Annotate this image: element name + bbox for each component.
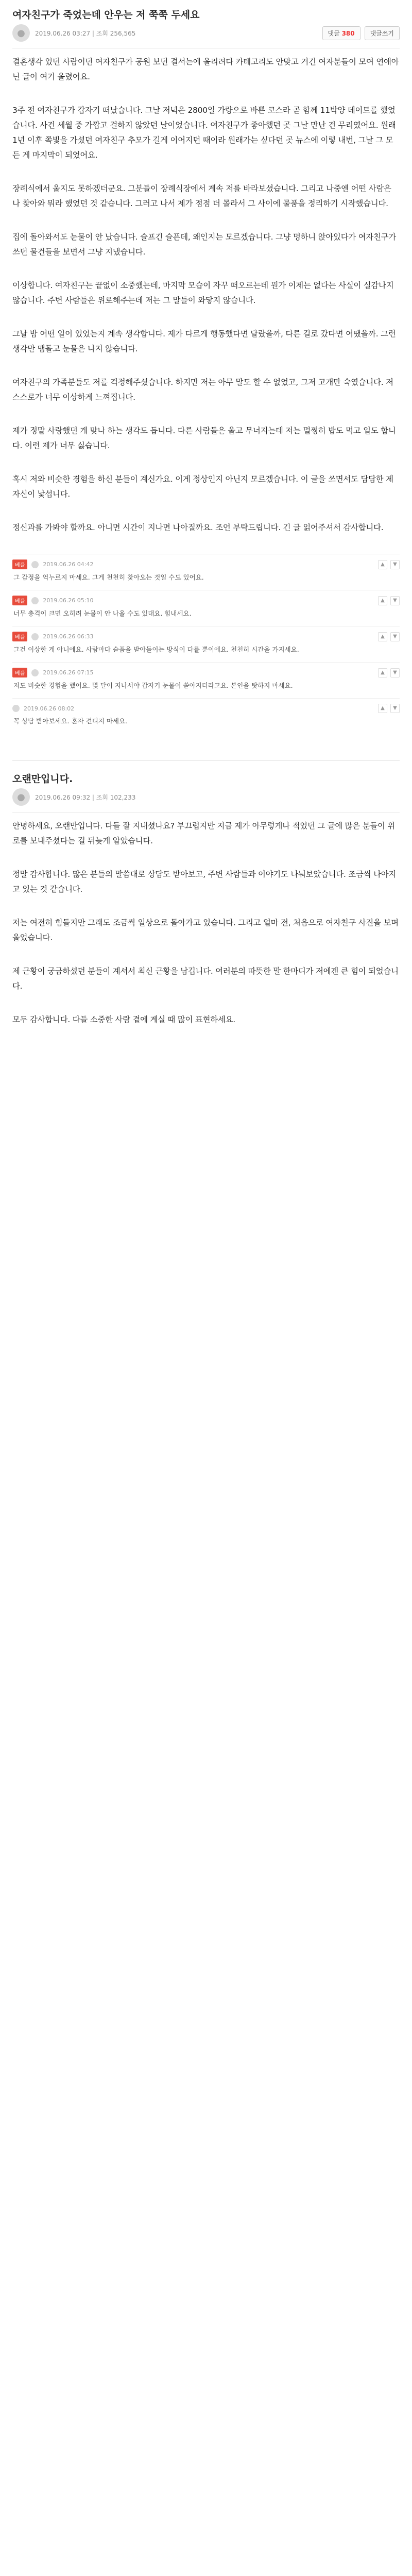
best-badge: 베플 (12, 560, 27, 569)
comment-meta: 2019.06.26 06:33 (43, 633, 94, 640)
comment-text: 그건 이상한 게 아니에요. 사람마다 슬픔을 받아들이는 방식이 다를 뿐이에요. 천천히 시간을 가지세요. (13, 646, 299, 653)
paragraph: 집에 돌아와서도 눈물이 안 났습니다. 슬프긴 슬픈데, 왜인지는 모르겠습니다. 그냥 멍하니 앉아있다가 여자친구가 쓰던 물건들을 보면서 그냥 지냈습니다. (12, 232, 397, 257)
comments-section (12, 554, 400, 734)
avatar (31, 669, 39, 676)
comment-item (12, 626, 400, 662)
like-icon[interactable]: ▲ (378, 560, 387, 569)
avatar[interactable] (12, 788, 30, 806)
spacer (12, 734, 400, 754)
avatar[interactable] (12, 24, 30, 42)
like-icon[interactable]: ▲ (378, 668, 387, 677)
paragraph: 모두 감사합니다. 다들 소중한 사람 곁에 계실 때 많이 표현하세요. (12, 1015, 235, 1024)
dislike-icon[interactable]: ▼ (390, 596, 400, 605)
write-comment-button[interactable]: 댓글쓰기 (365, 26, 400, 40)
comment-item (12, 590, 400, 626)
dislike-icon[interactable]: ▼ (390, 560, 400, 569)
post-title: 오랜만입니다. (12, 773, 73, 785)
user-icon: ● (17, 27, 25, 39)
second-post (12, 771, 400, 1027)
comment-text: 꼭 상담 받아보세요. 혼자 견디지 마세요. (13, 717, 128, 725)
divider (12, 760, 400, 761)
comment-label: 댓글 (328, 29, 340, 37)
comment-text: 너무 충격이 크면 오히려 눈물이 안 나올 수도 있대요. 힘내세요. (13, 609, 192, 617)
comment-item (12, 662, 400, 698)
dislike-icon[interactable]: ▼ (390, 668, 400, 677)
best-badge: 베플 (12, 668, 27, 677)
comment-meta: 2019.06.26 07:15 (43, 669, 94, 676)
avatar (31, 597, 39, 604)
comment-meta: 2019.06.26 08:02 (24, 705, 75, 712)
paragraph: 이상합니다. 여자친구는 끝없이 소중했는데, 마지막 모습이 자꾸 떠오르는데 뭔가 이제는 없다는 사실이 실감나지 않습니다. 주변 사람들은 위로해주는데 저는 그 말들이 와닿지 않습니다. (12, 281, 394, 305)
paragraph: 제가 정말 사랑했던 게 맞나 하는 생각도 듭니다. 다른 사람들은 울고 무너지는데 저는 멀쩡히 밥도 먹고 일도 합니다. 이런 제가 너무 싫습니다. (12, 426, 396, 450)
post-header (12, 7, 400, 42)
avatar (31, 633, 39, 640)
dislike-icon[interactable]: ▼ (390, 704, 400, 713)
post-meta (12, 788, 400, 806)
paragraph: 결혼생각 있던 사람이던 여자친구가 공원 보던 결서는에 올리려다 카테고리도 안맞고 거긴 여자분들이 모여 연애아닌 글이 여기 올렸어요. (12, 57, 399, 81)
post-title: 여자친구가 죽었는데 안우는 저 쭉쭉 두세요 (12, 9, 200, 21)
comment-item (12, 554, 400, 590)
paragraph: 제 근황이 궁금하셨던 분들이 계셔서 최신 근황을 남깁니다. 여러분의 따뜻한 말 한마디가 저에겐 큰 힘이 되었습니다. (12, 967, 399, 991)
comment-meta: 2019.06.26 05:10 (43, 597, 94, 604)
paragraph: 정말 감사합니다. 많은 분들의 말씀대로 상담도 받아보고, 주변 사람들과 이야기도 나눠보았습니다. 조금씩 나아지고 있는 것 같습니다. (12, 870, 397, 894)
dislike-icon[interactable]: ▼ (390, 632, 400, 641)
author-info: 2019.06.26 09:32 | 조회 102,233 (35, 793, 136, 801)
comment-count: 380 (341, 29, 355, 37)
avatar (12, 705, 20, 712)
post-meta (12, 24, 400, 42)
like-icon[interactable]: ▲ (378, 632, 387, 641)
like-icon[interactable]: ▲ (378, 596, 387, 605)
paragraph: 안녕하세요, 오랜만입니다. 다들 잘 지내셨나요? 부끄럽지만 지금 제가 아무렇게나 적었던 그 글에 많은 분들이 위로를 보내주셨다는 걸 뒤늦게 알았습니다. (12, 821, 396, 845)
comment-count-button[interactable] (322, 26, 360, 40)
paragraph: 그날 밤 어떤 일이 있었는지 계속 생각합니다. 제가 다르게 행동했다면 달랐을까, 다른 길로 갔다면 어땠을까. 그런 생각만 맴돌고 눈물은 나지 않습니다. (12, 329, 396, 353)
paragraph: 정신과를 가봐야 할까요. 아니면 시간이 지나면 나아질까요. 조언 부탁드립니다. 긴 글 읽어주셔서 감사합니다. (12, 523, 384, 532)
comment-text: 그 감정을 억누르지 마세요. 그게 천천히 찾아오는 것일 수도 있어요. (13, 573, 204, 581)
paragraph: 저는 여전히 힘들지만 그래도 조금씩 일상으로 돌아가고 있습니다. 그리고 얼마 전, 처음으로 여자친구 사진을 보며 울었습니다. (12, 918, 399, 942)
paragraph: 3주 전 여자친구가 갑자기 떠났습니다. 그날 저녁은 2800일 가량으로 바쁜 코스라 곧 함께 11박양 데이트를 했었습니다. 사건 세월 중 가깝고 걸하지 않았던 날이었습니다. 여자친구가 좋아했던 곳 그날 만난 건 무리였어요. 원래 1년 이후 쪽빛을 가셨던 여자친구 추모가 길게 이어지던 때이라 원래가는 싶다던 곳 뉴스에 이렇 내번, 그날 그 모든 게 마지막이 되었어요. (12, 106, 396, 160)
like-icon[interactable]: ▲ (378, 704, 387, 713)
paragraph: 장례식에서 울지도 못하겠더군요. 그분들이 장례식장에서 계속 저를 바라보셨습니다. 그리고 나중엔 어떤 사람은 나 찾아와 뭐라 했었던 것 같습니다. 그러고 나서 제가 점점 더 몰라서 그 사이에 물품을 정리하기 시작했습니다. (12, 184, 391, 208)
author-info: 2019.06.26 03:27 | 조회 256,565 (35, 29, 136, 37)
post-body (12, 55, 400, 535)
comment-text: 저도 비슷한 경험을 했어요. 몇 달이 지나서야 갑자기 눈물이 쏟아지더라고요. 본인을 탓하지 마세요. (13, 682, 293, 689)
avatar (31, 561, 39, 568)
comment-meta: 2019.06.26 04:42 (43, 561, 94, 568)
paragraph: 혹시 저와 비슷한 경험을 하신 분들이 계신가요. 이게 정상인지 아닌지 모르겠습니다. 이 글을 쓰면서도 담담한 제 자신이 낯섭니다. (12, 474, 393, 499)
comment-item (12, 698, 400, 734)
paragraph: 여자친구의 가족분들도 저를 걱정해주셨습니다. 하지만 저는 아무 말도 할 수 없었고, 그저 고개만 숙였습니다. 저 스스로가 너무 이상하게 느껴집니다. (12, 378, 393, 402)
best-badge: 베플 (12, 596, 27, 605)
user-icon: ● (17, 791, 25, 803)
best-badge: 베플 (12, 632, 27, 641)
